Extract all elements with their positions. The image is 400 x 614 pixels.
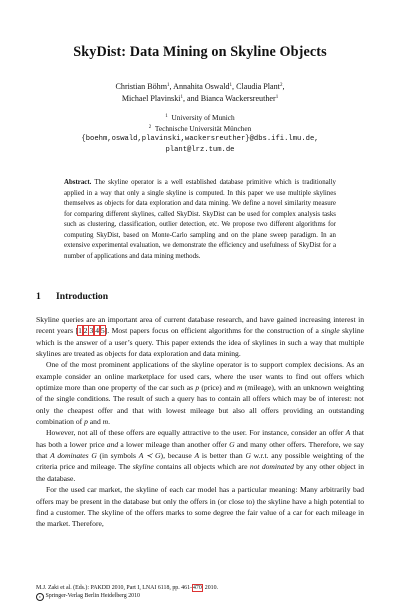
- paragraph-4: For the used car market, the skyline of each car model has a particular meaning: Many arbitrarily bad offers may be present in the database but only the offers in (or close to) the skyline have a high potential to find a customer. The skyline of the offers marks to some degree the fair value of a car for each mileage in the market. Therefore,: [36, 485, 364, 529]
- author-line-2: [0, 93, 400, 105]
- author-separator: ,: [232, 82, 237, 91]
- author-affiliation-mark: 1: [229, 83, 233, 88]
- author-name: Annahita Oswald: [173, 82, 230, 91]
- emphasis: not dominated: [249, 462, 294, 472]
- paragraph-2: [36, 359, 364, 427]
- abstract-label: Abstract.: [64, 179, 92, 186]
- math-variable: A: [345, 428, 351, 438]
- emphasis: single: [321, 326, 340, 336]
- affiliations: [0, 113, 400, 155]
- paragraph-1: Skyline queries are an important area of current database research, and have gained increasing interest in recent years [1,2,3,4,5]. Most papers focus on efficient algorithms for the construction of a single skyline which is the answer of a user’s query. This paper extends the idea of skylines in such a way that multiple skylines are treated as objects for data exploration and data mining.: [36, 315, 364, 359]
- body-text: [36, 314, 364, 530]
- text-run: is better than: [199, 451, 246, 461]
- math-variable: m: [102, 417, 109, 427]
- author-affiliation-mark: 2: [279, 83, 283, 88]
- text-run: (in symbols: [96, 451, 139, 461]
- math-variable: G: [229, 439, 235, 449]
- author-name: Claudia Plant: [236, 82, 280, 91]
- affiliation-2: [0, 124, 400, 135]
- author-line-1: [0, 81, 400, 93]
- math-variable: p: [195, 383, 200, 393]
- section-heading: [36, 291, 108, 302]
- author-affiliation-mark: 1: [180, 95, 183, 100]
- abstract: [64, 178, 336, 262]
- text-run: that has both a lower price: [36, 428, 364, 449]
- text-run: .: [108, 417, 111, 427]
- affiliation-mark: 1: [165, 114, 168, 119]
- affiliation-text: University of Munich: [171, 113, 235, 122]
- author-name: Christian Böhm: [115, 82, 168, 91]
- text-run: (mileage), with an unknown weighting of the single conditions. The result of such a query has to contain all offers which may be of interest: not only the cheapest offer and that with lowest mileage but also all offers providing an outstanding combination of: [36, 383, 364, 427]
- footer-text: M.J. Zaki et al. (Eds.): PAKDD 2010, Part I, LNAI 6118, pp. 461–: [36, 585, 193, 591]
- text-run: . Most papers focus on efficient algorithms for the construction of a: [107, 326, 322, 336]
- text-run: contains all objects which are: [153, 462, 250, 472]
- math-variable: A: [194, 451, 200, 461]
- email-line-2: plant@lrz.tum.de: [165, 145, 235, 154]
- abstract-text: The skyline operator is a well established database primitive which is traditionally applied in a way that only a single skyline is computed. In this paper we use multiple skylines themselves as objects for data exploration and data mining. We define a novel similarity measure for comparing different skylines, called SkyDist. SkyDist can be used for complex analysis tasks such as clustering, classification, outlier detection, etc. We propose two different algorithms for computing SkyDist, based on Monte-Carlo sampling and on the plane sweep paradigm. In an extensive experimental evaluation, we demonstrate the efficiency and usefulness of SkyDist for a number of applications and data mining methods.: [64, 179, 336, 260]
- text-run: and: [87, 417, 103, 427]
- footer-text: , 2010.: [201, 585, 219, 591]
- emphasis: and: [106, 439, 119, 449]
- math-variable: G: [91, 451, 97, 461]
- page-footer: [36, 584, 218, 601]
- math-variable: m: [237, 383, 243, 393]
- text-run: a lower mileage than another offer: [118, 439, 230, 449]
- citation-link[interactable]: 3: [89, 326, 94, 336]
- math-variable: p: [84, 417, 88, 427]
- text-run: However, not all of these offers are equally attractive to the user. For instance, consider an offer: [46, 428, 346, 438]
- text-run: (price) and: [199, 383, 238, 393]
- author-separator: ,: [282, 82, 285, 91]
- paragraph-3: [36, 427, 364, 484]
- math-variable: A: [50, 451, 55, 461]
- affiliation-1: [0, 113, 400, 124]
- affiliation-text: Technische Universität München: [154, 123, 252, 133]
- footer-citation: [36, 584, 218, 592]
- text-run: One of the most prominent applications of the skyline operator is to support complex decisions. As an example consider an online marketplace for used cars, where the user wants to find out offers which optimize more than one property of the car such as: [36, 360, 364, 393]
- email-line-1: {boehm,oswald,plavinski,wackersreuther}@dbs.ifi.lmu.de,: [81, 135, 319, 143]
- citation-link[interactable]: 2: [83, 326, 88, 336]
- citation-link[interactable]: 4: [95, 326, 99, 336]
- affiliation-mark: 2: [148, 124, 152, 130]
- section-title: Introduction: [56, 291, 109, 302]
- text-run: ), because: [160, 451, 195, 461]
- author-list: [0, 81, 400, 105]
- text-run: by any other object in the database.: [36, 462, 364, 483]
- author-name: Michael Plavinski: [121, 94, 181, 103]
- author-affiliation-mark: 1: [167, 83, 170, 88]
- text-run: w.r.t. any possible weighting of the criteria price and mileage. The: [36, 451, 365, 472]
- emphasis: skyline: [132, 462, 154, 472]
- text-run: skyline which is the answer of a user’s query. This paper extends the idea of skylines in such a way that multiple skylines are treated as objects for data exploration and data mining.: [36, 326, 364, 359]
- citation-link[interactable]: 1: [78, 326, 82, 336]
- footer-publisher: Springer-Verlag Berlin Heidelberg 2010: [45, 593, 140, 600]
- author-separator: ,: [169, 82, 174, 91]
- page-link[interactable]: 470: [192, 585, 202, 591]
- text-run: Skyline queries are an important area of current database research, and have gained increasing interest in recent years: [36, 315, 364, 336]
- citation-link[interactable]: 5: [100, 326, 105, 336]
- text-run: and many other offers. Therefore, we say that: [36, 439, 364, 461]
- emphasis: dominates: [54, 451, 92, 461]
- math-variable: G: [245, 451, 251, 461]
- math-expression: A ≺ G: [138, 451, 161, 461]
- author-name: Bianca Wackersreuther: [200, 94, 276, 103]
- author-affiliation-mark: 1: [275, 95, 279, 100]
- copyright-icon: c: [36, 593, 44, 601]
- paper-title: SkyDist: Data Mining on Skyline Objects: [73, 44, 327, 60]
- author-separator: , and: [182, 94, 201, 103]
- section-number: 1: [36, 291, 41, 302]
- footer-copyright: [36, 592, 218, 601]
